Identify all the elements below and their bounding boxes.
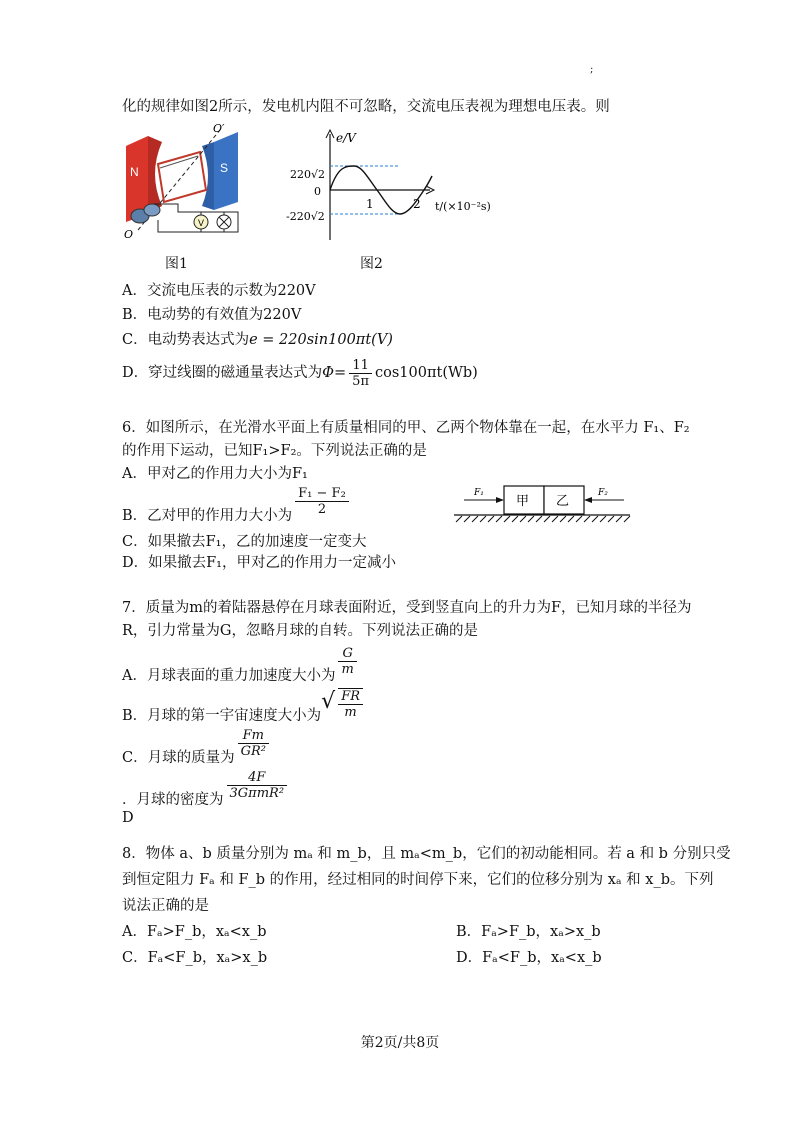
q8-option-c: C．Fₐ<F_b，xₐ>x_b [122, 950, 268, 966]
q7-stem-line2: R，引力常量为G，忽略月球的自转。下列说法正确的是 [122, 623, 478, 639]
q6-option-d: D．如果撤去F₁，甲对乙的作用力一定减小 [122, 555, 396, 571]
y-min-label: -220√2 [286, 210, 325, 223]
q5-option-a: A．交流电压表的示数为220V [122, 283, 316, 299]
y-max-label: 220√2 [290, 168, 326, 181]
figure2-caption: 图2 [360, 256, 383, 272]
intro-text: 化的规律如图2所示，发电机内阻不可忽略，交流电压表视为理想电压表。则 [122, 99, 610, 115]
q5-option-d: D．穿过线圈的磁通量表达式为Φ= $\frac{11}{5\pi}$ cos100πt(Wb) [122, 357, 478, 389]
o-prime-label: O′ [213, 124, 225, 135]
q6-stem-line1: 6．如图所示，在光滑水平面上有质量相同的甲、乙两个物体靠在一起，在水平力 F₁、F₂ [122, 420, 690, 436]
block-jia-label: 甲 [516, 494, 530, 509]
q8-option-b: B．Fₐ>F_b，xₐ>x_b [456, 924, 601, 940]
block-yi-label: 乙 [556, 494, 570, 509]
n-pole-label: N [130, 165, 139, 179]
q5-option-c: C．电动势表达式为e = 220sin100πt(V) [122, 332, 393, 348]
q7-option-b: B．月球的第一宇宙速度大小为√ $\frac{FR}{m}$ [122, 688, 366, 728]
q6-stem-line2: 的作用下运动，已知F₁>F₂。下列说法正确的是 [122, 443, 427, 459]
q7-option-c: C．月球的质量为 $\frac{Fm}{\text{GR²}}$ [122, 728, 272, 768]
q8-stem-line3: 说法正确的是 [122, 898, 209, 914]
y-axis-label: e/V [336, 131, 356, 145]
page-number-footer: 第2页/共8页 [360, 1035, 440, 1051]
q5-option-b: B．电动势的有效值为220V [122, 307, 302, 323]
q6-option-c: C．如果撤去F₁，乙的加速度一定变大 [122, 534, 367, 550]
s-pole-label: S [220, 161, 229, 175]
q8-option-d: D．Fₐ<F_b，xₐ<x_b [456, 950, 602, 966]
figure1-caption: 图1 [165, 256, 188, 272]
force-f2-label: F₂ [598, 488, 608, 498]
generator-figure [118, 124, 258, 244]
q7-option-d-letter: D [122, 810, 134, 826]
q8-stem-line2: 到恒定阻力 Fₐ 和 F_b 的作用，经过相同的时间停下来，它们的位移分别为 xₐ 和 x_b。下列 [122, 872, 714, 888]
force-f1-label: F₁ [474, 488, 484, 498]
x-tick-1: 1 [366, 197, 374, 211]
emf-graph [280, 128, 500, 246]
corner-mark: ; [590, 64, 594, 75]
q6-option-b: B．乙对甲的作用力大小为 $\frac{\text{F₁ − F₂}}{2}$ [122, 486, 352, 526]
blocks-diagram [452, 482, 632, 524]
x-axis-label: t/(×10⁻²s) [435, 200, 491, 213]
q7-option-d: ．月球的密度为 $\frac{4F}{\text{3GπmR²}}$ [122, 770, 290, 810]
q7-stem-line1: 7．质量为m的着陆器悬停在月球表面附近，受到竖直向上的升力为F，已知月球的半径为 [122, 600, 692, 616]
origin-label: 0 [314, 185, 321, 198]
q8-stem-line1: 8．物体 a、b 质量分别为 mₐ 和 m_b，且 mₐ<m_b，它们的初动能相同。若 a 和 b 分别只受 [122, 846, 731, 862]
q7-option-a: A．月球表面的重力加速度大小为 $\frac{G}{m}$ [122, 646, 360, 686]
voltmeter-label: V [198, 218, 205, 228]
q8-option-a: A．Fₐ>F_b，xₐ<x_b [122, 924, 267, 940]
q6-option-a: A．甲对乙的作用力大小为F₁ [122, 466, 308, 482]
o-label: O [124, 228, 134, 241]
x-tick-2: 2 [413, 197, 421, 211]
